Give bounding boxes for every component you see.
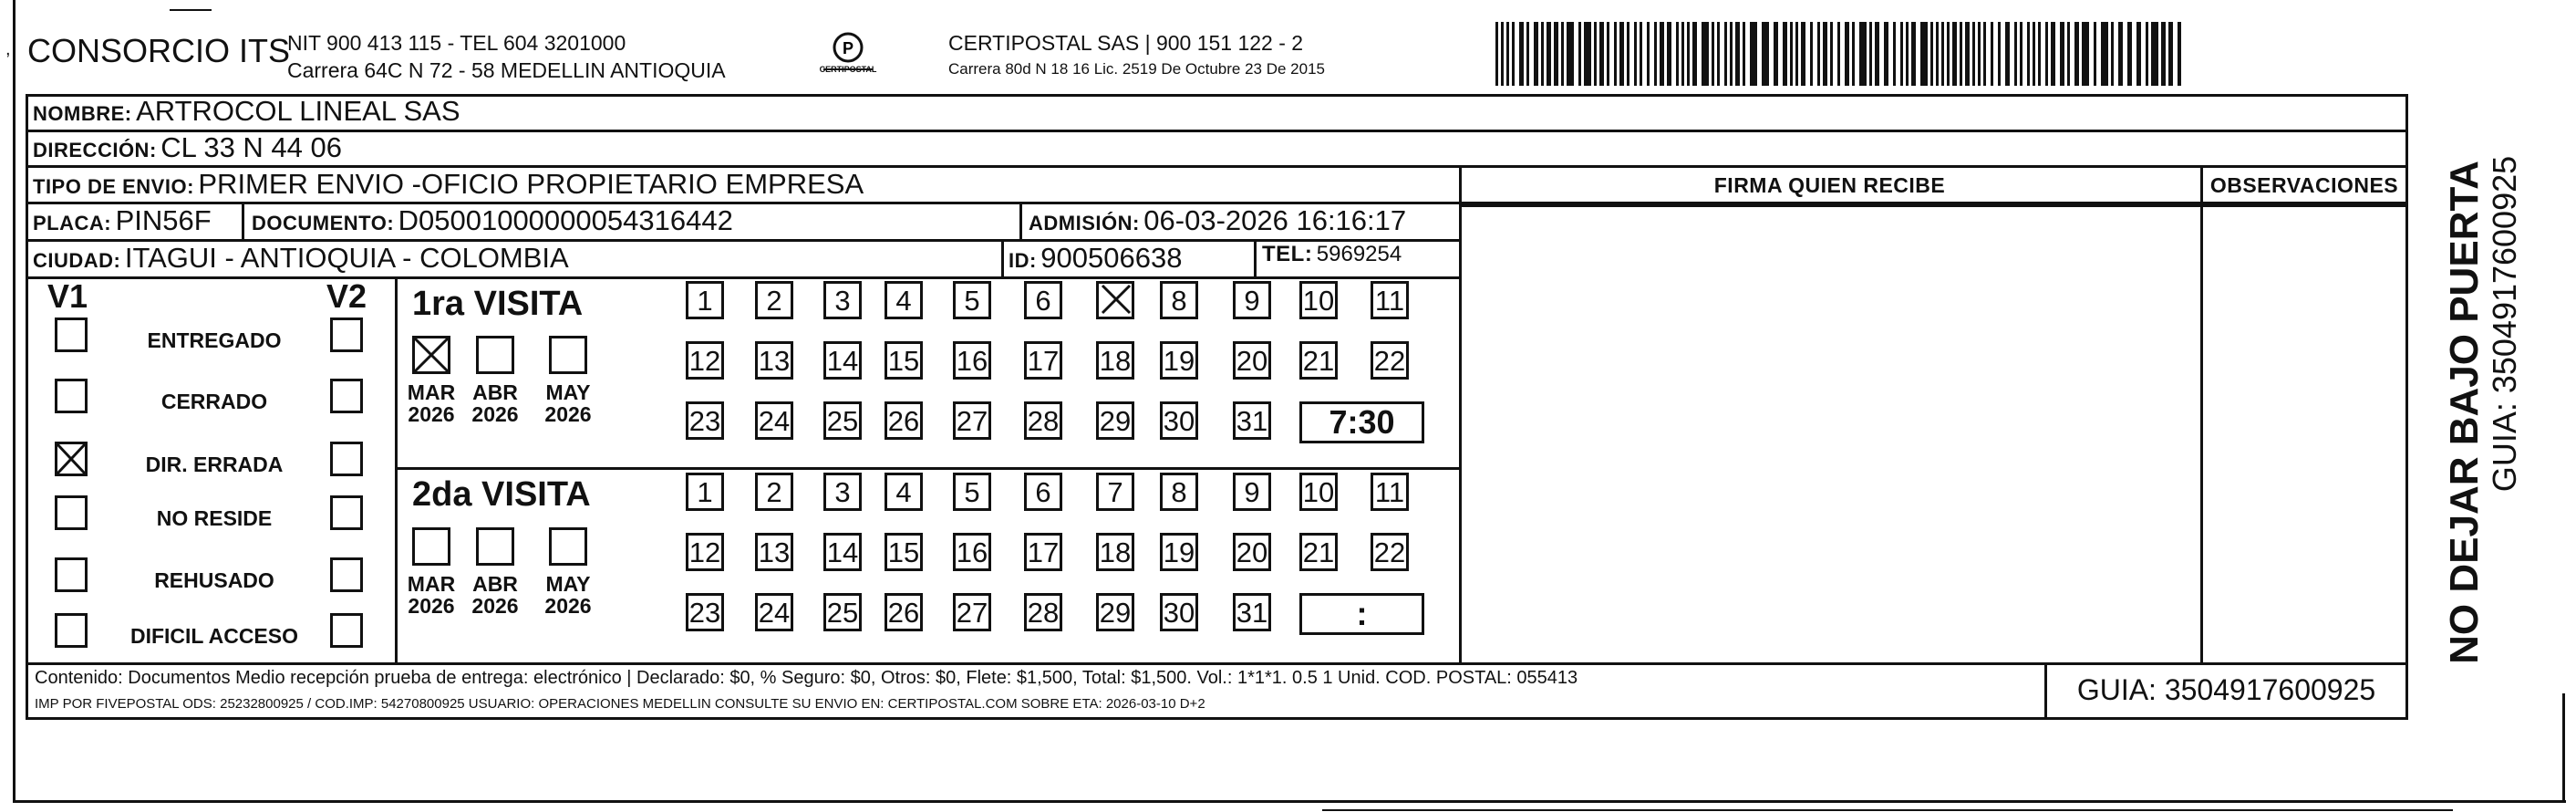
barcode-bar — [2005, 22, 2010, 86]
admision-label: ADMISIÓN: — [1029, 212, 1140, 234]
month-year: 2026 — [471, 402, 519, 427]
status-label: DIFICIL ACCESO — [129, 624, 298, 648]
v2-checkbox[interactable] — [330, 442, 363, 476]
month-name: ABR — [472, 380, 518, 404]
month-label — [536, 381, 600, 425]
barcode-bar — [1911, 22, 1916, 86]
status-label: CERRADO — [160, 390, 268, 413]
day-box[interactable]: 31 — [1233, 401, 1271, 440]
month-year: 2026 — [471, 594, 519, 619]
day-box[interactable]: 16 — [953, 533, 991, 571]
v1-label: V1 — [47, 277, 88, 315]
day-box[interactable]: 17 — [1024, 341, 1062, 380]
month-name: MAY — [545, 572, 591, 596]
month-checkbox[interactable] — [476, 527, 514, 566]
barcode-bar — [2074, 22, 2079, 86]
id-row — [1009, 244, 1182, 272]
barcode-bar — [2101, 22, 2108, 86]
day-box[interactable]: 22 — [1371, 341, 1409, 380]
month-name: MAR — [407, 572, 456, 596]
barcode-bar — [1837, 22, 1840, 86]
barcode-bar — [1884, 22, 1888, 86]
barcode-bar — [1594, 22, 1597, 86]
barcode-bar — [2067, 22, 2070, 86]
day-box[interactable]: 6 — [1024, 473, 1062, 511]
tipo-label: TIPO DE ENVIO: — [33, 175, 194, 198]
barcode-bar — [1920, 22, 1928, 86]
barcode-bar — [1561, 22, 1564, 86]
barcode-bar — [2161, 22, 2166, 86]
day-box[interactable]: 18 — [1096, 341, 1134, 380]
barcode-bar — [1930, 22, 1933, 86]
barcode-bar — [1852, 22, 1855, 86]
day-box[interactable]: 22 — [1371, 533, 1409, 571]
barcode-bar — [1541, 22, 1544, 86]
company-name: CONSORCIO ITS — [27, 32, 291, 69]
month-year: 2026 — [408, 594, 455, 619]
barcode-bar — [1801, 22, 1805, 86]
day-box[interactable]: 16 — [953, 341, 991, 380]
v1-checkbox[interactable] — [55, 557, 88, 592]
day-box[interactable]: 1 — [686, 473, 724, 511]
day-box[interactable]: 23 — [686, 401, 724, 440]
placa-value: PIN56F — [115, 204, 212, 236]
day-box[interactable]: 12 — [686, 341, 724, 380]
barcode-bar — [2020, 22, 2023, 86]
v2-checkbox[interactable] — [330, 613, 363, 648]
barcode-bar — [1845, 22, 1849, 86]
day-box[interactable]: 28 — [1024, 401, 1062, 440]
v1-check-mark — [55, 442, 88, 476]
day-box[interactable]: 24 — [755, 401, 793, 440]
nombre-row — [33, 97, 460, 125]
day-box[interactable]: 15 — [885, 341, 923, 380]
barcode-bar — [2027, 22, 2030, 86]
barcode-bar — [1972, 22, 1975, 86]
barcode-bar — [1750, 22, 1757, 86]
barcode-bar — [1941, 22, 1944, 86]
barcode-bar — [1547, 22, 1551, 86]
day-box[interactable]: 30 — [1160, 593, 1198, 631]
month-check-mark — [412, 336, 450, 374]
svg-text:P: P — [842, 39, 854, 57]
barcode-bar — [1554, 22, 1558, 86]
barcode-bar — [1607, 22, 1609, 86]
day-box[interactable]: 26 — [885, 401, 923, 440]
month-checkbox[interactable] — [412, 527, 450, 566]
barcode-bar — [2014, 22, 2017, 86]
barcode-bar — [2060, 22, 2064, 86]
v2-checkbox[interactable] — [330, 379, 363, 413]
barcode-bar — [1783, 22, 1787, 86]
day-box[interactable]: 9 — [1233, 473, 1271, 511]
day-box[interactable] — [1096, 281, 1134, 319]
day-box[interactable]: 25 — [823, 593, 862, 631]
day-box[interactable]: 4 — [885, 281, 923, 319]
v2-label: V2 — [326, 277, 367, 315]
day-box[interactable]: 4 — [885, 473, 923, 511]
courier-license: Carrera 80d N 18 16 Lic. 2519 De Octubre 23 De 2015 — [948, 60, 1325, 78]
placa-label: PLACA: — [33, 212, 112, 234]
logo-text: CERTIPOSTAL — [819, 65, 877, 74]
ciudad-value: ITAGUI - ANTIOQUIA - COLOMBIA — [124, 242, 569, 274]
day-box[interactable]: 7 — [1096, 473, 1134, 511]
barcode-bar — [1519, 22, 1524, 86]
barcode-bar — [1960, 22, 1962, 86]
comma-mark: , — [5, 39, 11, 59]
barcode-bar — [1687, 22, 1690, 86]
day-box[interactable]: 31 — [1233, 593, 1271, 631]
day-box[interactable]: 13 — [755, 341, 793, 380]
month-name: ABR — [472, 572, 518, 596]
month-year: 2026 — [408, 402, 455, 427]
v1-checkbox[interactable] — [55, 613, 88, 648]
firma-header: FIRMA QUIEN RECIBE — [1713, 173, 1946, 197]
barcode-bar — [1983, 22, 1986, 86]
day-box[interactable]: 11 — [1371, 473, 1409, 511]
contenido-text: Contenido: Documentos Medio recepción prueba de entrega: electrónico | Declarado: $0, % Seguro: $0, Otros: $0, Flete: $1,500, Total: $1,500. Vol.: 1*1*1. 0.5 1 Unid. COD. POSTAL: 055413 — [35, 668, 1578, 688]
tel-row — [1262, 244, 1402, 265]
barcode-bar — [1640, 22, 1642, 86]
barcode-bar — [1978, 22, 1981, 86]
barcode-bar — [1774, 22, 1778, 86]
month-year: 2026 — [544, 594, 592, 619]
time-box[interactable]: : — [1299, 593, 1424, 635]
barcode-bar — [1660, 22, 1664, 86]
direccion-row — [33, 133, 342, 161]
barcode-bar — [1952, 22, 1957, 86]
day-box[interactable]: 8 — [1160, 281, 1198, 319]
barcode-bar — [2038, 22, 2041, 86]
imp-text: IMP POR FIVEPOSTAL ODS: 25232800925 / COD.IMP: 54270800925 USUARIO: OPERACIONES MEDELLIN CONSULTE SU ENVIO EN: CERTIPOSTAL.COM SOBRE ETA: 2026-03-10 D+2 — [35, 696, 1205, 712]
barcode-bar — [2151, 22, 2158, 86]
side-guia: GUIA: 3504917600925 — [2486, 155, 2523, 493]
barcode-bar — [1947, 22, 1950, 86]
month-checkbox[interactable] — [549, 336, 587, 374]
day-box[interactable]: 13 — [755, 533, 793, 571]
day-box[interactable]: 14 — [823, 341, 862, 380]
barcode — [1495, 22, 2181, 86]
barcode-bar — [1619, 22, 1624, 86]
month-label — [463, 573, 527, 617]
barcode-bar — [2146, 22, 2148, 86]
barcode-bar — [1936, 22, 1939, 86]
side-warning: NO DEJAR BAJO PUERTA — [2442, 161, 2487, 664]
barcode-bar — [1676, 22, 1679, 86]
month-name: MAR — [407, 380, 456, 404]
status-label: ENTREGADO — [147, 328, 282, 352]
barcode-bar — [1762, 22, 1769, 86]
barcode-bar — [1790, 22, 1793, 86]
certipostal-logo — [816, 31, 880, 81]
barcode-bar — [1667, 22, 1671, 86]
status-label: NO RESIDE — [156, 506, 273, 530]
barcode-bar — [1526, 22, 1529, 86]
barcode-bar — [1900, 22, 1903, 86]
barcode-bar — [1501, 22, 1504, 86]
barcode-bar — [1512, 22, 1515, 86]
month-checkbox[interactable] — [476, 336, 514, 374]
barcode-bar — [1506, 22, 1509, 86]
v1-checkbox[interactable] — [55, 318, 88, 352]
barcode-bar — [1859, 22, 1867, 86]
documento-row — [252, 206, 733, 234]
barcode-bar — [1692, 22, 1697, 86]
month-checkbox[interactable] — [549, 527, 587, 566]
barcode-bar — [1906, 22, 1909, 86]
day-box[interactable]: 29 — [1096, 593, 1134, 631]
barcode-bar — [1810, 22, 1813, 86]
day-box[interactable]: 1 — [686, 281, 724, 319]
day-box[interactable]: 6 — [1024, 281, 1062, 319]
month-label — [399, 573, 463, 617]
day-box[interactable]: 28 — [1024, 593, 1062, 631]
day-box[interactable]: 19 — [1160, 533, 1198, 571]
barcode-bar — [1627, 22, 1629, 86]
tipo-row — [33, 170, 864, 198]
day-box[interactable]: 20 — [1233, 341, 1271, 380]
day-box[interactable]: 21 — [1299, 341, 1338, 380]
status-label: DIR. ERRADA — [145, 453, 284, 476]
day-box[interactable]: 19 — [1160, 341, 1198, 380]
day-box[interactable]: 5 — [953, 281, 991, 319]
day-box[interactable]: 12 — [686, 533, 724, 571]
barcode-bar — [2082, 22, 2089, 86]
day-box[interactable]: 5 — [953, 473, 991, 511]
admision-value: 06-03-2026 16:16:17 — [1143, 204, 1407, 236]
barcode-bar — [1717, 22, 1720, 86]
tipo-value: PRIMER ENVIO -OFICIO PROPIETARIO EMPRESA — [198, 168, 864, 200]
month-name: MAY — [545, 380, 591, 404]
barcode-bar — [1681, 22, 1684, 86]
day-box[interactable]: 2 — [755, 473, 793, 511]
day-box[interactable]: 17 — [1024, 533, 1062, 571]
tel-label: TEL: — [1262, 242, 1313, 266]
id-value: 900506638 — [1040, 242, 1183, 274]
barcode-bar — [2051, 22, 2055, 86]
documento-value: D05001000000054316442 — [398, 204, 733, 236]
barcode-bar — [2094, 22, 2096, 86]
day-box[interactable]: 10 — [1299, 281, 1338, 319]
v2-checkbox[interactable] — [330, 318, 363, 352]
day-box[interactable]: 21 — [1299, 533, 1338, 571]
barcode-bar — [2033, 22, 2035, 86]
day-box[interactable]: 9 — [1233, 281, 1271, 319]
day-box[interactable]: 10 — [1299, 473, 1338, 511]
barcode-bar — [1614, 22, 1617, 86]
day-box[interactable]: 27 — [953, 593, 991, 631]
barcode-bar — [2136, 22, 2141, 86]
day-box[interactable]: 25 — [823, 401, 862, 440]
nombre-value: ARTROCOL LINEAL SAS — [136, 95, 460, 127]
company-nit: NIT 900 413 115 - TEL 604 3201000 — [287, 31, 626, 55]
tel-value: 5969254 — [1316, 242, 1402, 266]
ciudad-label: CIUDAD: — [33, 249, 121, 272]
barcode-bar — [1712, 22, 1714, 86]
barcode-bar — [1743, 22, 1745, 86]
month-label — [399, 381, 463, 425]
month-year: 2026 — [544, 402, 592, 427]
footer-guia: GUIA: 3504917600925 — [2076, 673, 2376, 706]
placa-row — [33, 206, 212, 234]
barcode-bar — [1795, 22, 1798, 86]
day-box[interactable]: 20 — [1233, 533, 1271, 571]
ciudad-row — [33, 244, 569, 272]
day-box[interactable]: 27 — [953, 401, 991, 440]
barcode-bar — [2168, 22, 2173, 86]
barcode-bar — [1998, 22, 2001, 86]
barcode-bar — [1584, 22, 1591, 86]
barcode-bar — [2118, 22, 2123, 86]
day-box[interactable]: 30 — [1160, 401, 1198, 440]
barcode-bar — [1875, 22, 1879, 86]
admision-row — [1029, 206, 1406, 234]
v1-checkbox[interactable] — [55, 495, 88, 530]
month-label — [536, 573, 600, 617]
barcode-bar — [1702, 22, 1709, 86]
v2-checkbox[interactable] — [330, 495, 363, 530]
barcode-bar — [1893, 22, 1896, 86]
barcode-bar — [1730, 22, 1733, 86]
day-box[interactable]: 2 — [755, 281, 793, 319]
barcode-bar — [1817, 22, 1820, 86]
id-label: ID: — [1009, 249, 1037, 272]
barcode-bar — [1869, 22, 1872, 86]
time-box[interactable]: 7:30 — [1299, 401, 1424, 443]
barcode-bar — [1599, 22, 1604, 86]
barcode-bar — [1495, 22, 1498, 86]
day-box[interactable]: 3 — [823, 281, 862, 319]
barcode-bar — [2111, 22, 2114, 86]
v2-checkbox[interactable] — [330, 557, 363, 592]
barcode-bar — [1830, 22, 1833, 86]
day-box[interactable]: 26 — [885, 593, 923, 631]
barcode-bar — [1578, 22, 1581, 86]
v1-checkbox[interactable] — [55, 379, 88, 413]
day-box[interactable]: 23 — [686, 593, 724, 631]
company-address: Carrera 64C N 72 - 58 MEDELLIN ANTIOQUIA — [287, 58, 726, 82]
day-box[interactable]: 18 — [1096, 533, 1134, 571]
direccion-value: CL 33 N 44 06 — [160, 131, 342, 163]
barcode-bar — [2127, 22, 2132, 86]
barcode-bar — [1965, 22, 1970, 86]
day-box[interactable]: 8 — [1160, 473, 1198, 511]
barcode-bar — [1567, 22, 1574, 86]
day-box[interactable]: 11 — [1371, 281, 1409, 319]
day-box[interactable]: 3 — [823, 473, 862, 511]
barcode-bar — [1991, 22, 1993, 86]
day-box[interactable]: 24 — [755, 593, 793, 631]
barcode-bar — [1823, 22, 1827, 86]
barcode-bar — [1634, 22, 1637, 86]
day-box[interactable]: 29 — [1096, 401, 1134, 440]
day-box[interactable]: 14 — [823, 533, 862, 571]
day-box[interactable]: 15 — [885, 533, 923, 571]
second-visit-title: 2da VISITA — [412, 475, 591, 514]
barcode-bar — [2178, 22, 2181, 86]
barcode-bar — [1654, 22, 1657, 86]
barcode-bar — [1534, 22, 1538, 86]
courier-name: CERTIPOSTAL SAS | 900 151 122 - 2 — [948, 31, 1304, 55]
documento-label: DOCUMENTO: — [252, 212, 395, 234]
barcode-bar — [1724, 22, 1727, 86]
nombre-label: NOMBRE: — [33, 102, 132, 125]
barcode-bar — [1735, 22, 1740, 86]
barcode-bar — [2045, 22, 2048, 86]
first-visit-title: 1ra VISITA — [412, 285, 584, 323]
barcode-bar — [1647, 22, 1650, 86]
status-label: REHUSADO — [154, 568, 274, 592]
direccion-label: DIRECCIÓN: — [33, 139, 157, 161]
observaciones-header: OBSERVACIONES — [2209, 173, 2399, 197]
month-label — [463, 381, 527, 425]
